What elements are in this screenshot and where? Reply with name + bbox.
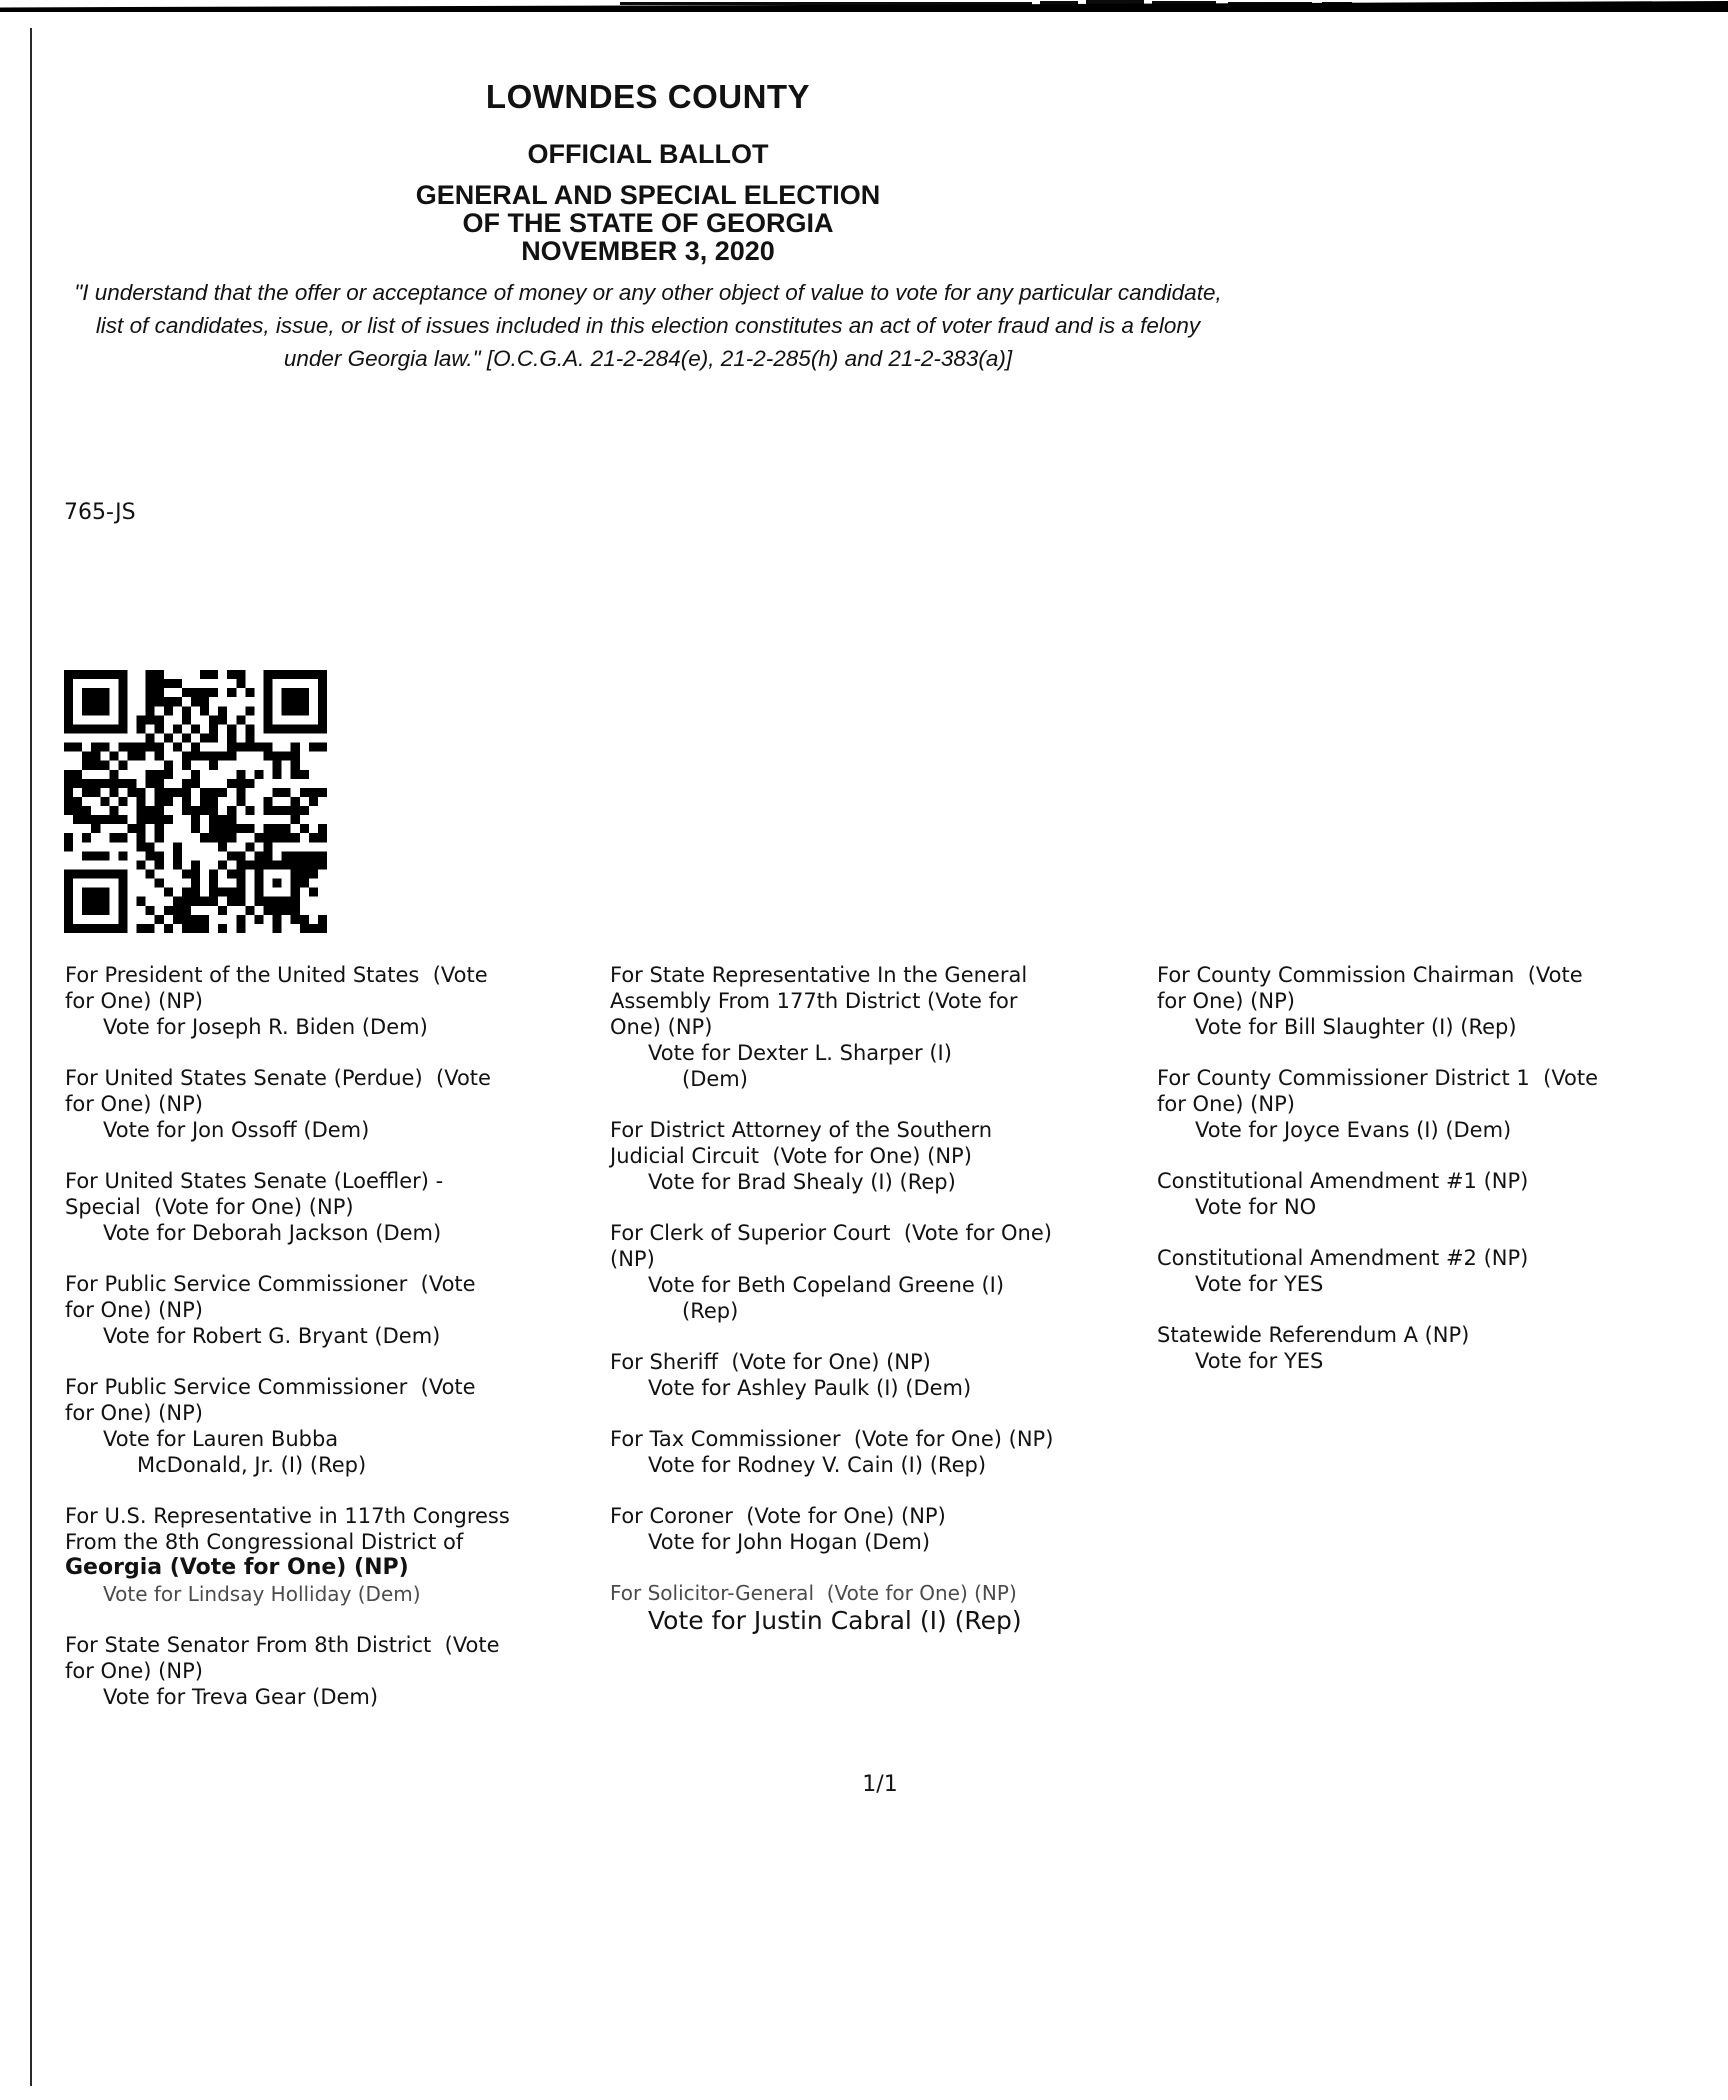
contest-office-line: For County Commission Chairman (Vote: [1157, 963, 1583, 987]
contest-office-line: One) (NP): [610, 1015, 713, 1039]
vote-record-line: Vote for Deborah Jackson (Dem): [103, 1221, 442, 1245]
disclaimer-line: "I understand that the offer or acceptance of money or any other object of value to vote for any particular candidate,: [74, 280, 1222, 305]
vote-record-line: Vote for YES: [1195, 1349, 1324, 1373]
contest-block: [1157, 1168, 1722, 1220]
vote-record-line: Vote for Beth Copeland Greene (I): [648, 1273, 1005, 1297]
contest-block: [610, 1580, 1150, 1636]
contest-block: [610, 1117, 1150, 1195]
election-title: [0, 181, 1296, 265]
disclaimer-line: under Georgia law." [O.C.G.A. 21-2-284(e), 21-2-285(h) and 21-2-383(a)]: [283, 346, 1013, 371]
contest-office-line: for One) (NP): [1157, 1092, 1295, 1116]
page-number: 1/1: [862, 1772, 898, 1797]
contest-office-line: From the 8th Congressional District of: [65, 1530, 464, 1554]
contest-office-line: for One) (NP): [65, 989, 203, 1013]
vote-record-line: Vote for YES: [1195, 1272, 1324, 1296]
contest-column-3: [1157, 962, 1722, 1399]
contest-office-line: For Clerk of Superior Court (Vote for One): [610, 1221, 1052, 1245]
contest-office-line: Georgia (Vote for One) (NP): [65, 1555, 409, 1580]
contest-office-line: For District Attorney of the Southern: [610, 1118, 993, 1142]
contest-block: [610, 962, 1150, 1092]
contest-block: [65, 1374, 605, 1478]
contest-office-line: Constitutional Amendment #2 (NP): [1157, 1246, 1529, 1270]
voter-fraud-disclaimer: [0, 276, 1296, 375]
vote-record-line: Vote for Treva Gear (Dem): [103, 1685, 379, 1709]
vote-record-line: Vote for Robert G. Bryant (Dem): [103, 1324, 441, 1348]
ballot-title: OFFICIAL BALLOT: [527, 139, 769, 169]
contest-block: [1157, 962, 1722, 1040]
contest-office-line: for One) (NP): [65, 1298, 203, 1322]
contest-office-line: For Solicitor-General (Vote for One) (NP): [610, 1581, 1017, 1605]
contest-office-line: Statewide Referendum A (NP): [1157, 1323, 1470, 1347]
vote-record-line: Vote for Ashley Paulk (I) (Dem): [648, 1376, 972, 1400]
vote-record-line: Vote for Rodney V. Cain (I) (Rep): [648, 1453, 987, 1477]
contest-office-line: for One) (NP): [65, 1401, 203, 1425]
contest-block: [65, 1065, 605, 1143]
contest-office-line: For Coroner (Vote for One) (NP): [610, 1504, 946, 1528]
vote-record-line: Vote for Joyce Evans (I) (Dem): [1195, 1118, 1512, 1142]
county-title: LOWNDES COUNTY: [485, 78, 811, 115]
vote-record-line: Vote for Bill Slaughter (I) (Rep): [1195, 1015, 1517, 1039]
contest-office-line: (NP): [610, 1247, 655, 1271]
vote-record-line: McDonald, Jr. (I) (Rep): [137, 1453, 367, 1477]
vote-record-line: Vote for Jon Ossoff (Dem): [103, 1118, 370, 1142]
vote-record-line: Vote for Lindsay Holliday (Dem): [103, 1582, 421, 1606]
contest-office-line: For U.S. Representative in 117th Congress: [65, 1504, 510, 1528]
contest-office-line: For President of the United States (Vote: [65, 963, 488, 987]
contest-block: [610, 1503, 1150, 1555]
vote-record-line: Vote for Brad Shealy (I) (Rep): [648, 1170, 956, 1194]
vote-record-line: (Rep): [682, 1299, 739, 1323]
contest-office-line: For State Senator From 8th District (Vote: [65, 1633, 500, 1657]
vote-record-line: Vote for Dexter L. Sharper (I): [648, 1041, 952, 1065]
contest-office-line: for One) (NP): [65, 1659, 203, 1683]
contest-block: [610, 1220, 1150, 1324]
contest-office-line: For Public Service Commissioner (Vote: [65, 1272, 476, 1296]
contest-office-line: For County Commissioner District 1 (Vote: [1157, 1066, 1599, 1090]
contest-block: [610, 1426, 1150, 1478]
vote-record-line: Vote for Justin Cabral (I) (Rep): [648, 1606, 1022, 1635]
contest-block: [1157, 1065, 1722, 1143]
election-title-line: OF THE STATE OF GEORGIA: [462, 208, 834, 238]
contest-office-line: for One) (NP): [65, 1092, 203, 1116]
contest-office-line: Constitutional Amendment #1 (NP): [1157, 1169, 1529, 1193]
contest-block: [1157, 1245, 1722, 1297]
contest-office-line: Assembly From 177th District (Vote for: [610, 989, 1018, 1013]
contest-office-line: For Tax Commissioner (Vote for One) (NP): [610, 1427, 1054, 1451]
contest-office-line: For State Representative In the General: [610, 963, 1028, 987]
contest-block: [65, 1503, 605, 1607]
contest-office-line: For United States Senate (Perdue) (Vote: [65, 1066, 491, 1090]
contest-office-line: For Sheriff (Vote for One) (NP): [610, 1350, 931, 1374]
election-title-line: GENERAL AND SPECIAL ELECTION: [415, 180, 881, 210]
ballot-style-code: 765-JS: [64, 500, 136, 525]
election-title-line: NOVEMBER 3, 2020: [521, 236, 775, 266]
contest-office-line: For United States Senate (Loeffler) -: [65, 1169, 444, 1193]
contest-block: [65, 962, 605, 1040]
contest-office-line: For Public Service Commissioner (Vote: [65, 1375, 476, 1399]
vote-record-line: Vote for Joseph R. Biden (Dem): [103, 1015, 428, 1039]
contest-block: [610, 1349, 1150, 1401]
disclaimer-line: list of candidates, issue, or list of issues included in this election constitutes an act of voter fraud and is a felony: [95, 313, 1201, 338]
qr-code: [64, 670, 327, 933]
contest-office-line: Judicial Circuit (Vote for One) (NP): [610, 1144, 972, 1168]
vote-record-line: (Dem): [682, 1067, 748, 1091]
vote-record-line: Vote for NO: [1195, 1195, 1317, 1219]
contest-column-2: [610, 962, 1150, 1661]
vote-record-line: Vote for Lauren Bubba: [103, 1427, 339, 1451]
contest-block: [65, 1632, 605, 1710]
contest-block: [65, 1168, 605, 1246]
contest-office-line: for One) (NP): [1157, 989, 1295, 1013]
contest-block: [65, 1271, 605, 1349]
contest-office-line: Special (Vote for One) (NP): [65, 1195, 354, 1219]
contest-column-1: [65, 962, 605, 1735]
vote-record-line: Vote for John Hogan (Dem): [648, 1530, 931, 1554]
contest-block: [1157, 1322, 1722, 1374]
